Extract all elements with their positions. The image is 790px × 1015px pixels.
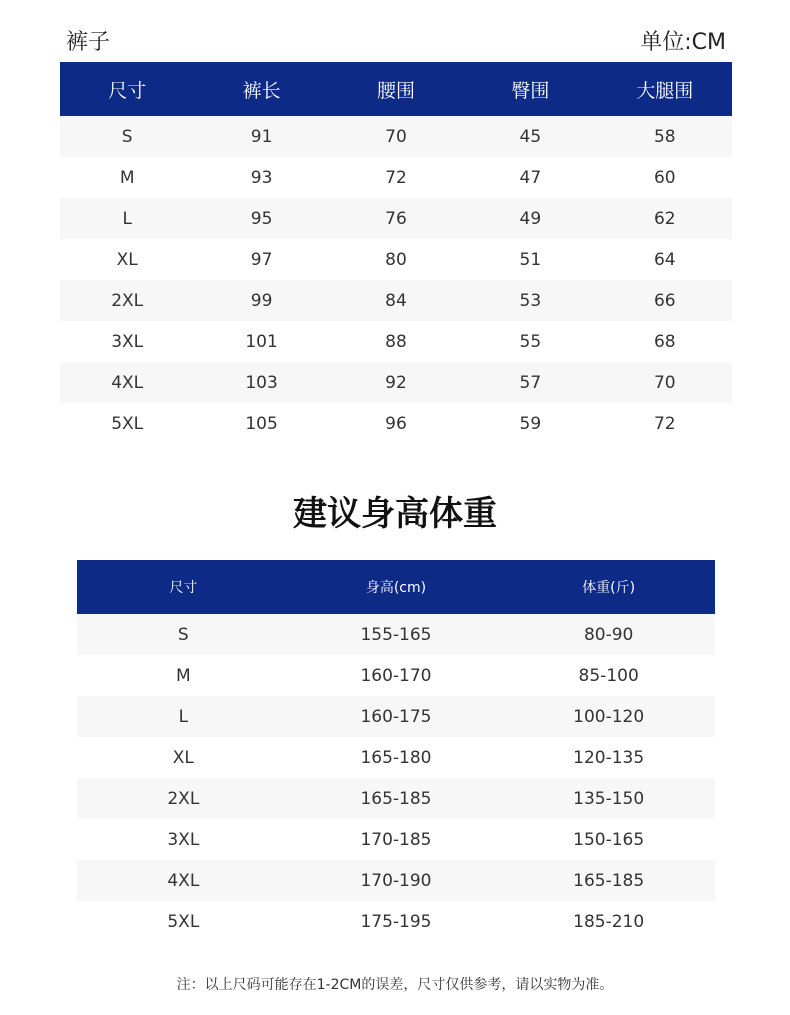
- table-cell: 103: [194, 362, 328, 403]
- table-cell: 55: [463, 321, 597, 362]
- table-cell: M: [60, 157, 194, 198]
- table-cell: 88: [329, 321, 463, 362]
- table-cell: 170-190: [290, 860, 503, 901]
- table-cell: 80-90: [502, 614, 715, 655]
- height-weight-table: [77, 560, 715, 942]
- table-cell: 96: [329, 403, 463, 444]
- table-row: [60, 198, 732, 239]
- table-cell: 95: [194, 198, 328, 239]
- column-header-hip: 臀围: [463, 62, 597, 116]
- table-row: [60, 157, 732, 198]
- table-cell: 165-185: [290, 778, 503, 819]
- table-cell: 2XL: [60, 280, 194, 321]
- table-cell: 49: [463, 198, 597, 239]
- table-cell: 99: [194, 280, 328, 321]
- table-cell: 80: [329, 239, 463, 280]
- table-cell: 160-175: [290, 696, 503, 737]
- table-cell: 70: [598, 362, 732, 403]
- table-cell: 3XL: [77, 819, 290, 860]
- table-cell: 100-120: [502, 696, 715, 737]
- table-cell: 155-165: [290, 614, 503, 655]
- table-cell: 92: [329, 362, 463, 403]
- table-cell: 185-210: [502, 901, 715, 942]
- table-cell: 53: [463, 280, 597, 321]
- table-cell: 76: [329, 198, 463, 239]
- table-row: [77, 778, 715, 819]
- section-title: 建议身高体重: [293, 494, 497, 534]
- table-cell: 58: [598, 116, 732, 157]
- table-cell: 91: [194, 116, 328, 157]
- column-header-length: 裤长: [194, 62, 328, 116]
- table-cell: 68: [598, 321, 732, 362]
- table-cell: 150-165: [502, 819, 715, 860]
- table-cell: 4XL: [60, 362, 194, 403]
- table-cell: XL: [60, 239, 194, 280]
- table-cell: 60: [598, 157, 732, 198]
- column-header-thigh: 大腿围: [598, 62, 732, 116]
- unit-label: 单位:CM: [640, 30, 726, 55]
- table-cell: 85-100: [502, 655, 715, 696]
- table-row: [60, 321, 732, 362]
- table-row: [77, 696, 715, 737]
- table-cell: 120-135: [502, 737, 715, 778]
- table-cell: 59: [463, 403, 597, 444]
- table-row: [77, 614, 715, 655]
- column-header-size: 尺寸: [77, 560, 290, 614]
- table-cell: 105: [194, 403, 328, 444]
- table-cell: 165-185: [502, 860, 715, 901]
- table-cell: 5XL: [60, 403, 194, 444]
- table-cell: 3XL: [60, 321, 194, 362]
- column-header-waist: 腰围: [329, 62, 463, 116]
- column-header-weight: 体重(斤): [502, 560, 715, 614]
- table-row: [77, 819, 715, 860]
- table-cell: 165-180: [290, 737, 503, 778]
- table-cell: XL: [77, 737, 290, 778]
- table-cell: 135-150: [502, 778, 715, 819]
- table-row: [60, 362, 732, 403]
- table-cell: 57: [463, 362, 597, 403]
- size-disclaimer-note: 注：以上尺码可能存在1-2CM的误差，尺寸仅供参考，请以实物为准。: [176, 977, 614, 993]
- table-cell: 97: [194, 239, 328, 280]
- table-cell: 64: [598, 239, 732, 280]
- table-cell: 5XL: [77, 901, 290, 942]
- body-table-header-row: [77, 560, 715, 614]
- table-cell: M: [77, 655, 290, 696]
- table-row: [77, 655, 715, 696]
- table-row: [60, 403, 732, 444]
- table-row: [77, 737, 715, 778]
- table-row: [77, 860, 715, 901]
- table-cell: 175-195: [290, 901, 503, 942]
- column-header-height: 身高(cm): [290, 560, 503, 614]
- table-cell: 70: [329, 116, 463, 157]
- table-row: [60, 280, 732, 321]
- table-cell: 4XL: [77, 860, 290, 901]
- column-header-size: 尺寸: [60, 62, 194, 116]
- table-cell: 72: [329, 157, 463, 198]
- table-cell: 51: [463, 239, 597, 280]
- table-cell: S: [77, 614, 290, 655]
- table-cell: 84: [329, 280, 463, 321]
- table-cell: S: [60, 116, 194, 157]
- table-cell: 45: [463, 116, 597, 157]
- pants-table-header-row: [60, 62, 732, 116]
- table-row: [77, 901, 715, 942]
- table-row: [60, 239, 732, 280]
- table-cell: 93: [194, 157, 328, 198]
- table-cell: 66: [598, 280, 732, 321]
- product-category-label: 裤子: [66, 30, 111, 55]
- table-cell: 2XL: [77, 778, 290, 819]
- table-cell: 72: [598, 403, 732, 444]
- table-row: [60, 116, 732, 157]
- pants-size-table: [60, 62, 732, 444]
- table-cell: 47: [463, 157, 597, 198]
- table-cell: 101: [194, 321, 328, 362]
- table-cell: 170-185: [290, 819, 503, 860]
- table-cell: L: [60, 198, 194, 239]
- table-cell: 160-170: [290, 655, 503, 696]
- table-cell: 62: [598, 198, 732, 239]
- table-cell: L: [77, 696, 290, 737]
